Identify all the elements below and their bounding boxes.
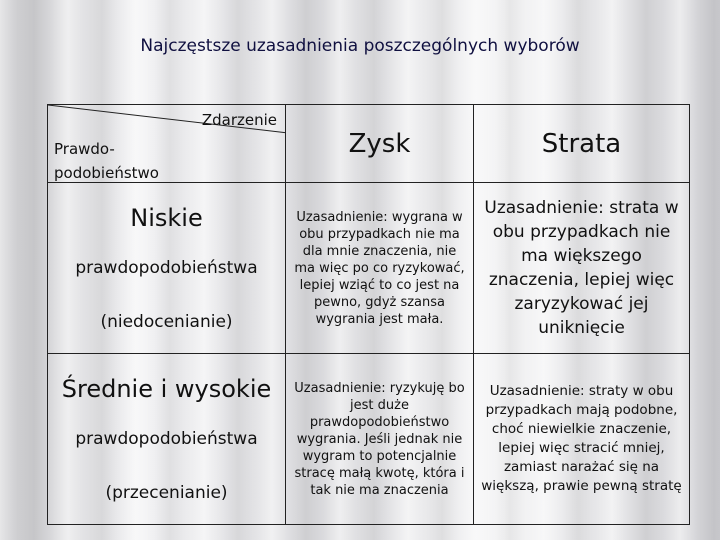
header-row (48, 105, 690, 183)
cell-low-loss: Uzasadnienie: strata w obu przypadkach nie ma większego znaczenia, lepiej więc zaryzykować jej uniknięcie (474, 183, 690, 354)
slide-title: Najczęstsze uzasadnienia poszczególnych wyborów (140, 36, 580, 56)
cell-low-gain: Uzasadnienie: wygrana w obu przypadkach nie ma dla mnie znaczenia, nie ma więc po co ryzykować, lepiej wziąć to co jest na pewno, gdyż szansa wygrania jest mała. (286, 183, 474, 354)
column-header-loss: Strata (474, 105, 690, 183)
row-label-high (48, 354, 286, 525)
corner-cell (48, 105, 286, 183)
row-label-main: Średnie i wysokie (61, 375, 272, 403)
cell-high-gain: Uzasadnienie: ryzykuję bo jest duże prawdopodobieństwo wygrania. Jeśli jednak nie wygram to potencjalnie stracę małą kwotę, która i tak nie ma znaczenia (286, 354, 474, 525)
corner-probability-line1: Prawdo- (54, 140, 115, 158)
corner-event-label: Zdarzenie (201, 111, 277, 129)
corner-probability-label (54, 137, 159, 185)
row-label-sub: prawdopodobieństwa (75, 429, 258, 449)
cell-high-loss: Uzasadnienie: straty w obu przypadkach mają podobne, choć niewielkie znaczenie, lepiej więc stracić mniej, zamiast narażać się na większą, prawie pewną stratę (474, 354, 690, 525)
corner-probability-line2: podobieństwo (54, 164, 159, 182)
row-label-paren: (przecenianie) (105, 483, 228, 503)
table-row (48, 183, 690, 354)
column-header-gain: Zysk (286, 105, 474, 183)
row-label-main: Niskie (130, 204, 203, 232)
justification-table (47, 104, 690, 525)
row-label-sub: prawdopodobieństwa (75, 258, 258, 278)
row-label-low (48, 183, 286, 354)
table-row (48, 354, 690, 525)
row-label-paren: (niedocenianie) (100, 312, 233, 332)
